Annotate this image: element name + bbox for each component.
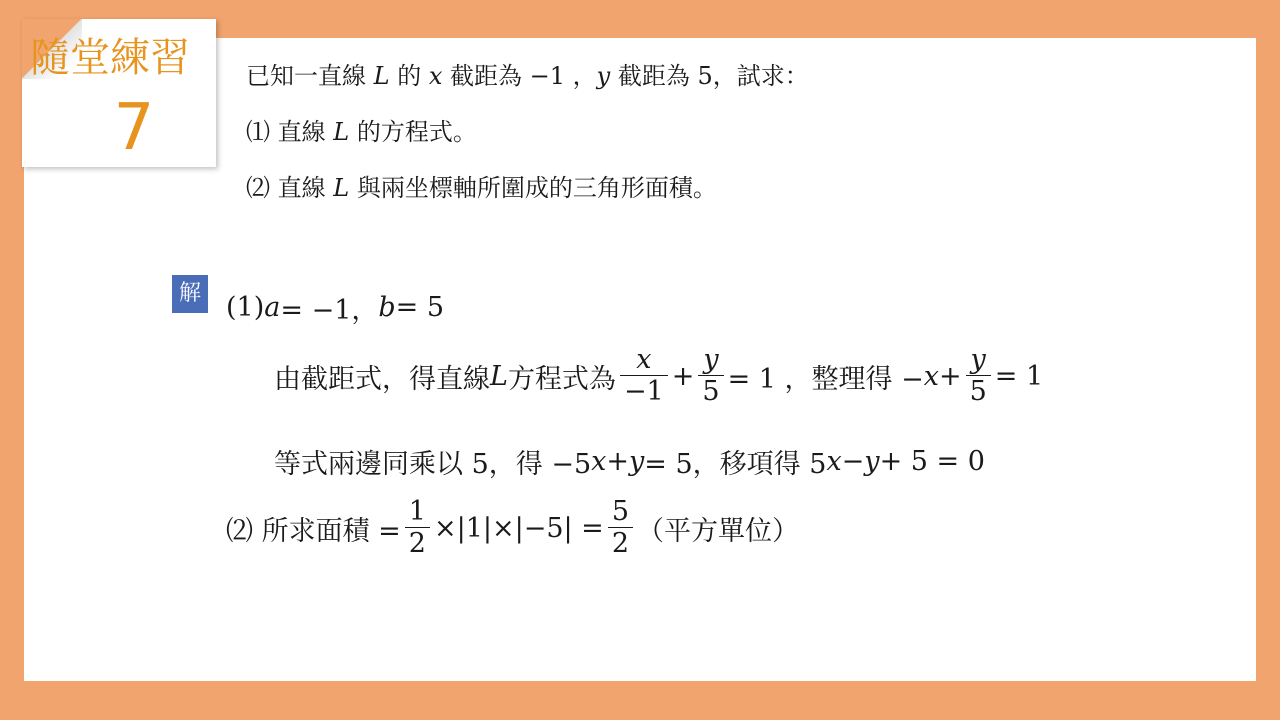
var-y: y xyxy=(864,446,880,477)
var-L: L xyxy=(373,62,390,90)
denominator: −1 xyxy=(620,375,668,408)
text: （平方單位） xyxy=(637,515,799,547)
denominator: 5 xyxy=(966,375,991,408)
solution-line-4 xyxy=(226,496,799,560)
solution-line-2 xyxy=(274,344,1043,408)
denominator: 2 xyxy=(608,527,633,560)
question-part-1 xyxy=(246,112,477,147)
var-a: a xyxy=(264,292,281,323)
question-intro xyxy=(246,56,809,91)
solution-line-1 xyxy=(226,288,444,327)
fraction-5-over-2 xyxy=(608,496,633,560)
text: 等式兩邊同乘以 5，得 −5 xyxy=(274,449,592,480)
text: = −1， xyxy=(280,295,379,326)
text: ×|1|×|−5| = xyxy=(433,512,604,544)
text: − xyxy=(841,446,865,477)
text: 由截距式，得直線 xyxy=(274,363,490,395)
denominator: 5 xyxy=(698,375,723,408)
text: + 5 = 0 xyxy=(879,446,985,477)
text: 已知一直線 xyxy=(246,62,374,90)
denominator: 2 xyxy=(405,527,430,560)
numerator: 1 xyxy=(408,496,426,527)
text: = 1 xyxy=(994,360,1044,392)
plus-sign: + xyxy=(671,360,695,392)
solution-line-3 xyxy=(274,442,985,481)
text: 的 xyxy=(389,62,429,90)
badge-title: 隨堂練習 xyxy=(30,35,190,81)
fraction-y-over-5 xyxy=(698,344,723,408)
numerator: y xyxy=(703,344,719,375)
text: ⑴ 直線 xyxy=(246,118,334,146)
numerator: 5 xyxy=(611,496,629,527)
text: (1) xyxy=(226,292,265,323)
badge-number: 7 xyxy=(113,91,155,165)
text: = 5 xyxy=(395,292,445,323)
fraction-x-over-neg1 xyxy=(620,344,668,408)
var-L: L xyxy=(490,360,508,392)
text: 與兩坐標軸所圍成的三角形面積。 xyxy=(349,174,717,202)
numerator: x xyxy=(636,344,652,375)
text: = 1 ，整理得 − xyxy=(727,363,924,395)
text: ⑵ 所求面積 = xyxy=(226,515,401,547)
text: + xyxy=(606,446,630,477)
var-b: b xyxy=(378,292,396,323)
var-x: x xyxy=(826,446,842,477)
question-part-2 xyxy=(246,168,717,203)
solution-tag: 解 xyxy=(172,275,208,313)
text: 截距為 5，試求： xyxy=(610,62,809,90)
text: = 5，移項得 5 xyxy=(644,449,827,480)
plus-sign: + xyxy=(938,360,962,392)
var-L: L xyxy=(333,174,350,202)
var-y: y xyxy=(596,62,611,90)
var-x: x xyxy=(591,446,607,477)
text: 方程式為 xyxy=(507,363,616,395)
var-y: y xyxy=(629,446,645,477)
fraction-1-over-2 xyxy=(405,496,430,560)
text: ⑵ 直線 xyxy=(246,174,334,202)
fraction-y-over-5 xyxy=(966,344,991,408)
var-x: x xyxy=(923,360,939,392)
text: 的方程式。 xyxy=(349,118,477,146)
var-x: x xyxy=(428,62,443,90)
text: 截距為 −1 ， xyxy=(442,62,597,90)
numerator: y xyxy=(970,344,986,375)
var-L: L xyxy=(333,118,350,146)
